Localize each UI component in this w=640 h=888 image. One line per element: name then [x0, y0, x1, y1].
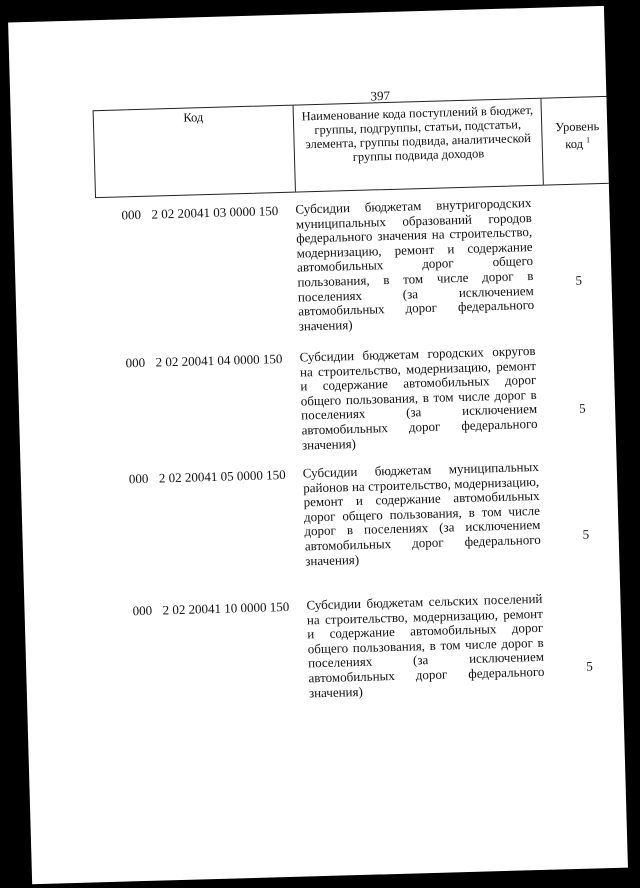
row-description: Субсидии бюджетам городских округов на строительство, модернизацию, ремонт и содержание автомобильных дорог общего пользования, в том числе дорог в поселениях (за исключением автомобильных дорог федерального значения) — [299, 342, 538, 453]
table-row — [24, 590, 620, 700]
header-code-label: Код — [183, 110, 204, 125]
page-number: 397 — [370, 87, 391, 104]
row-prefix: 000 — [132, 602, 153, 619]
row-code: 2 02 20041 03 0000 150 — [151, 203, 279, 222]
row-description: Субсидии бюджетам сельских поселений на строительство, модернизацию, ремонт и содержание автомобильных дорог общего пользования, в том числе дорог в поселениях (за исключением автомобильных дорог федерального значения) — [306, 590, 545, 700]
header-name-cell — [294, 99, 544, 192]
header-level-cell — [541, 97, 613, 185]
header-code-cell — [94, 106, 296, 198]
row-level: 5 — [578, 400, 586, 416]
header-level-text — [541, 97, 613, 156]
table-header — [93, 96, 615, 198]
row-description: Субсидии бюджетам муниципальных районов на строительство, модернизацию, ремонт и содержание автомобильных дорог общего пользования, в том числе дорог в поселениях (за исключением автомобильных дорог федерального значения) — [302, 458, 541, 569]
row-level: 5 — [575, 272, 583, 288]
row-description: Субсидии бюджетам внутригородских муниципальных образований городов федерального значения на строительство, модернизацию, ремонт и содержание автомобильных дорог общего пользования, в том числе дорог в поселениях (за исключением автомобильных дорог федерального значения) — [295, 195, 535, 334]
row-prefix: 000 — [125, 354, 146, 371]
row-level: 5 — [582, 526, 590, 542]
row-code: 2 02 20041 10 0000 150 — [162, 598, 290, 618]
row-level: 5 — [586, 658, 594, 674]
header-level-footnote: 1 — [585, 135, 591, 145]
document-page — [8, 6, 628, 884]
table-row — [21, 458, 617, 569]
header-name-label: Наименование кода поступлений в бюджет, группы, подгруппы, статьи, подстатьи, элемента, группы подвида, аналитической группы подвида доходов — [301, 102, 534, 164]
header-level-label: Уровень код — [555, 119, 600, 152]
row-code: 2 02 20041 05 0000 150 — [158, 466, 286, 486]
table-row — [17, 342, 613, 453]
row-code: 2 02 20041 04 0000 150 — [155, 351, 283, 370]
row-prefix: 000 — [121, 206, 142, 223]
row-prefix: 000 — [128, 470, 149, 487]
